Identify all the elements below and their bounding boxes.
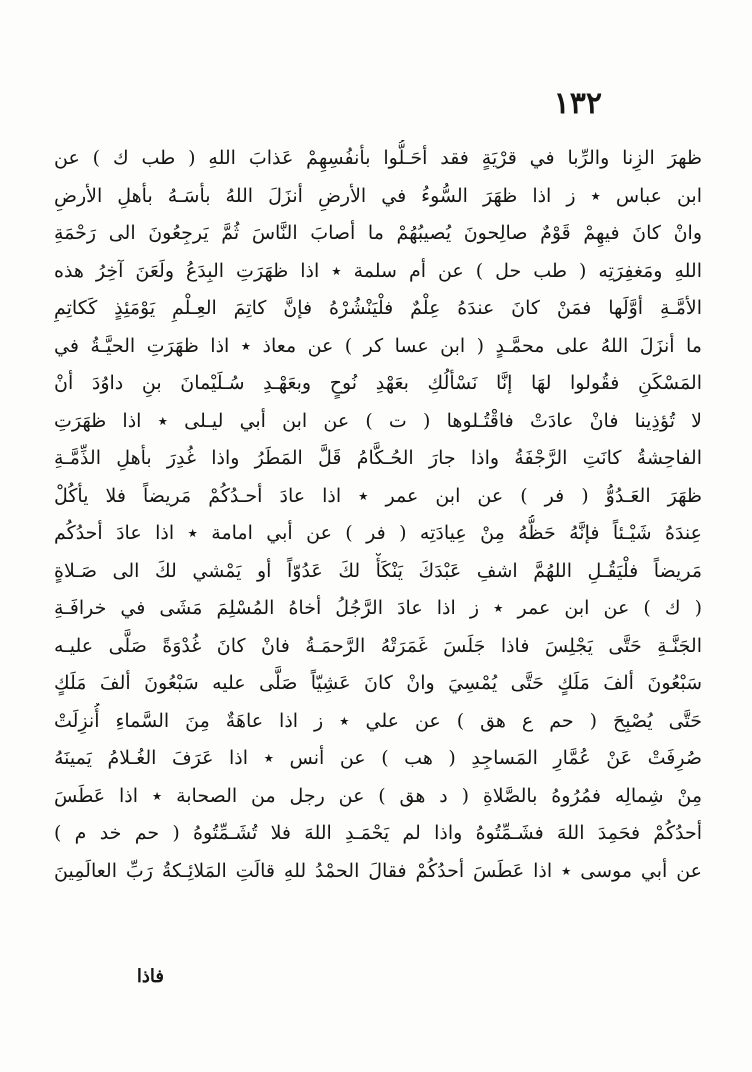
text-block <box>54 140 702 890</box>
text-line: صُرِفَتْ عَنْ عُمَّارِ المَساجِدِ ( هب ) عن أنس ٭ اذا عَرَفَ الغُـلامُ يَمينَهُ <box>54 747 702 769</box>
text-line: المَسْكَنِ فقُولوا لهَا إنَّا نَسْألُكِ بعَهْدِ نُوحٍ وبعَهْـدِ سُـلَيْمانَ بنِ داوُدَ أنْ <box>54 372 702 394</box>
text-line: سَبْعُونَ ألفَ مَلَكٍ حَتَّى يُمْسِيَ وانْ كانَ عَشِيّاً صَلَّى عليه سَبْعُونَ ألفَ مَلَكٍ <box>54 672 702 694</box>
text-line: ( ك ) عن ابن عمر ٭ ز اذا عادَ الرَّجُلُ أخاهُ المُسْلِمَ مَشَى في خرافَـةِ <box>54 597 702 619</box>
text-line: وانْ كانَ فيهِمْ قَوْمٌ صالِحونَ يُصيبُهُمْ ما أصابَ النَّاسَ ثُمَّ يَرجِعُونَ الى رَحْمَةِ <box>54 222 702 244</box>
text-line: ما أنزَلَ اللهُ على محمَّـدٍ ( ابن عسا كر ) عن معاذ ٭ اذا ظهَرَتِ الحيَّـةُ في <box>54 334 702 357</box>
text-line: عِندَهُ شَيْـئاً فإنَّهُ حَظُّهُ مِنْ عِيادَتِه ( فر ) عن أبي امامة ٭ اذا عادَ أحدُكُم <box>54 522 702 544</box>
text-line: لا تُؤذِينا فانْ عادَتْ فاقْتُـلوها ( ت ) عن ابن أبي ليـلى ٭ اذا ظهَرَتِ <box>54 409 702 432</box>
text-line: مَريضاً فلْيَقُـلِ اللهُمَّ اشفِ عَبْدَكَ يَنْكَأْ لكَ عَدُوّاً أو يَمْشي لكَ الى صَـلاةٍ <box>54 559 702 582</box>
text-line: الجَنَّـةِ حَتَّى يَجْلِسَ فاذا جَلَسَ غَمَرَتْهُ الرَّحمَـةُ فانْ كانَ غُدْوَةً صَلَّى عليـه <box>54 634 702 657</box>
text-line: مِنْ شِمالِه فمُرُوهُ بالصَّلاةِ ( د هق ) عن رجل من الصحابة ٭ اذا عَطَسَ <box>54 784 702 807</box>
text-line: عن أبي موسى ٭ اذا عَطَسَ أحدُكُمْ فقالَ الحمْدُ للهِ قالَتِ المَلائِـكةُ رَبِّ العالَمِينَ <box>54 859 702 882</box>
text-line: ظهرَ الزِنا والرِّبا في قرْيَةٍ فقد أحَـلُّوا بأنفُسِهِمْ عَذابَ اللهِ ( طب ك ) عن <box>54 147 702 169</box>
text-line: ظهَرَ العَـدُوُّ ( فر ) عن ابن عمر ٭ اذا عادَ أحـدُكُمْ مَريضاً فلا يأكُلْ <box>54 484 702 507</box>
catchword: فاذا <box>136 966 164 987</box>
text-line: الفاحِشةُ كانَتِ الرَّجْفَةُ واذا جارَ الحُـكَّامُ قَلَّ المَطَرُ واذا غُدِرَ بأهلِ الذِّمَّـةِ <box>54 447 702 469</box>
text-line: أحدُكُمْ فحَمِدَ اللهَ فشَـمِّتُوهُ واذا لم يَحْمَـدِ اللهَ فلا تُشَـمِّتُوهُ ( حم خد م ) <box>54 822 702 844</box>
text-line: ابن عباس ٭ ز اذا ظهَرَ السُّوءُ في الأرضِ أنزَلَ اللهُ بأسَـهُ بأهلِ الأرضِ <box>54 184 702 207</box>
text-line: اللهِ ومَغفِرَتِه ( طب حل ) عن أم سلمة ٭ اذا ظهَرَتِ البِدَعُ ولَعَنَ آخِرُ هذه <box>54 259 702 282</box>
text-line: الأمَّـةِ أوَّلَها فمَنْ كانَ عندَهُ عِلْمٌ فلْيَنْشُرْهُ فإنَّ كاتِمَ العِـلْمِ يَوْمَئِذٍ كَكاتِمِ <box>54 297 702 319</box>
page-number: ١٣٢ <box>553 86 602 121</box>
text-line: حَتَّى يُصْبِحَ ( حم ع هق ) عن علي ٭ ز اذا عاهَةٌ مِنَ السَّماءِ أُنزِلَتْ <box>54 709 702 732</box>
